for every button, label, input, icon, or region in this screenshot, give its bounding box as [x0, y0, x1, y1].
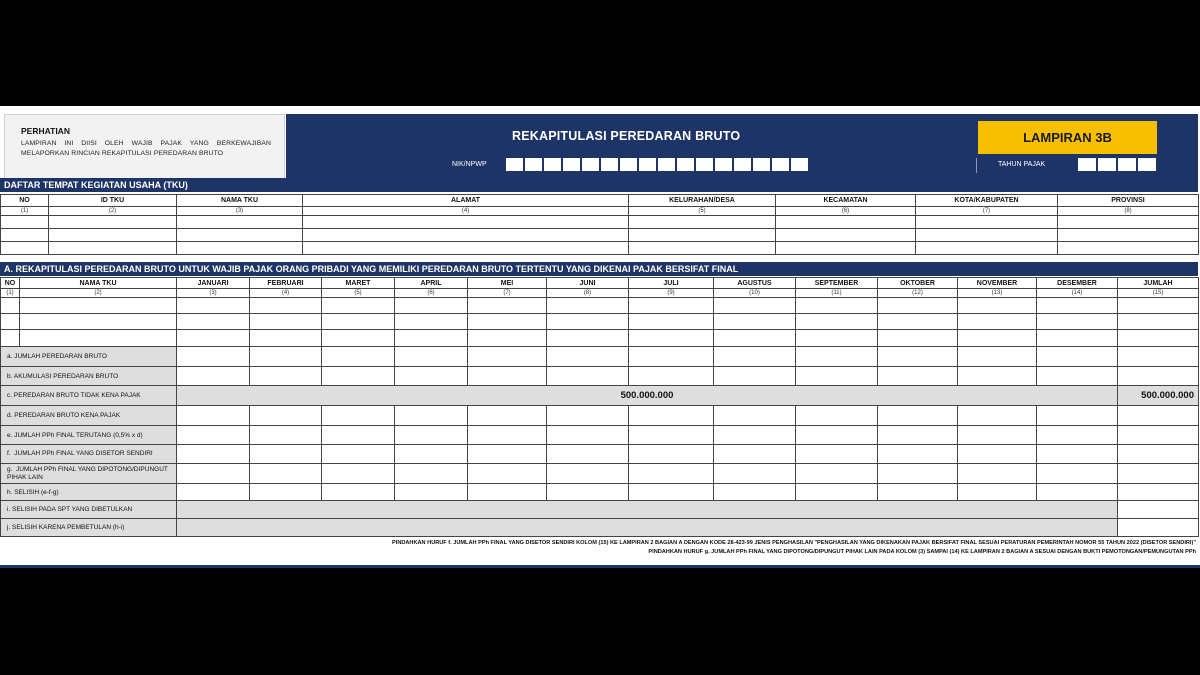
col-number: (6): [395, 289, 468, 298]
cell[interactable]: [177, 330, 250, 347]
cell[interactable]: [714, 426, 796, 445]
npwp-digit-box[interactable]: [658, 158, 675, 171]
cell[interactable]: [177, 298, 250, 314]
cell[interactable]: [629, 445, 714, 464]
npwp-digit-box[interactable]: [677, 158, 694, 171]
perhatian-text: LAMPIRAN INI DIISI OLEH WAJIB PAJAK YANG BERKEWAJIBAN MELAPORKAN RINCIAN REKAPITULASI PEREDARAN BRUTO: [21, 140, 271, 157]
cell[interactable]: [714, 484, 796, 501]
cell[interactable]: [250, 298, 322, 314]
cell[interactable]: [468, 484, 547, 501]
cell[interactable]: [250, 464, 322, 484]
cell[interactable]: [1037, 406, 1118, 426]
cell[interactable]: [322, 464, 395, 484]
tku-number-row: [1, 207, 1199, 216]
perhatian-box: [4, 114, 285, 182]
cell[interactable]: [468, 314, 547, 330]
cell[interactable]: [958, 314, 1037, 330]
cell[interactable]: [468, 330, 547, 347]
rekap-col-oktober: OKTOBER: [878, 278, 958, 289]
cell[interactable]: [1037, 464, 1118, 484]
cell[interactable]: [878, 347, 958, 367]
npwp-label: NIK/NPWP: [452, 161, 487, 168]
cell[interactable]: [878, 445, 958, 464]
cell[interactable]: [49, 242, 177, 255]
npwp-digit-box[interactable]: [563, 158, 580, 171]
tku-col-alamat: ALAMAT: [303, 195, 629, 207]
row-b-label: b. AKUMULASI PEREDARAN BRUTO: [1, 367, 177, 386]
row-e-label: e. JUMLAH PPh FINAL TERUTANG (0,5% x d): [1, 426, 177, 445]
cell[interactable]: [177, 426, 250, 445]
cell[interactable]: [714, 330, 796, 347]
row-c: [1, 386, 1199, 406]
row-g-letter: g.: [7, 465, 13, 473]
tku-col-provinsi: PROVINSI: [1058, 195, 1199, 207]
col-number: (10): [714, 289, 796, 298]
cell[interactable]: [468, 426, 547, 445]
cell[interactable]: [958, 406, 1037, 426]
cell[interactable]: [395, 426, 468, 445]
cell[interactable]: [796, 347, 878, 367]
cell[interactable]: [468, 445, 547, 464]
npwp-digit-box[interactable]: [506, 158, 523, 171]
row-j: [1, 519, 1199, 537]
tku-col-no: NO: [1, 195, 49, 207]
rekap-col-maret: MARET: [322, 278, 395, 289]
rekap-col-no: NO: [1, 278, 20, 289]
cell[interactable]: [395, 445, 468, 464]
cell[interactable]: [1037, 330, 1118, 347]
cell[interactable]: [1037, 298, 1118, 314]
cell-disabled: [177, 501, 1118, 519]
cell[interactable]: [629, 330, 714, 347]
rekap-col-september: SEPTEMBER: [796, 278, 878, 289]
cell[interactable]: [796, 484, 878, 501]
row-d: [1, 406, 1199, 426]
row-d-label: d. PEREDARAN BRUTO KENA PAJAK: [1, 406, 177, 426]
tahun-pajak-label: TAHUN PAJAK: [998, 161, 1046, 168]
cell[interactable]: [395, 367, 468, 386]
cell[interactable]: [714, 298, 796, 314]
cell[interactable]: [322, 347, 395, 367]
cell[interactable]: [250, 314, 322, 330]
tku-col-id: ID TKU: [49, 195, 177, 207]
npwp-digit-box[interactable]: [772, 158, 789, 171]
table-row[interactable]: [1, 298, 1199, 314]
col-number: (4): [250, 289, 322, 298]
cell[interactable]: [547, 367, 629, 386]
col-number: (6): [776, 207, 916, 216]
col-number: (4): [303, 207, 629, 216]
col-number: (11): [796, 289, 878, 298]
cell[interactable]: [629, 242, 776, 255]
cell[interactable]: [177, 484, 250, 501]
cell[interactable]: [468, 464, 547, 484]
cell[interactable]: [916, 229, 1058, 242]
cell[interactable]: [714, 314, 796, 330]
cell[interactable]: [250, 406, 322, 426]
cell[interactable]: [714, 347, 796, 367]
col-number: (15): [1118, 289, 1199, 298]
footer-note-2: PINDAHKAN HURUF g. JUMLAH PPh FINAL YANG DIPOTONG/DIPUNGUT PIHAK LAIN PADA KOLOM (3) SAMPAI (14) KE LAMPIRAN 2 BAGIAN A SESUAI DENGAN BUKTI PEMOTONGAN/PEMUNGUTAN PPh: [648, 549, 1196, 555]
cell[interactable]: [796, 298, 878, 314]
col-number: (3): [177, 207, 303, 216]
cell[interactable]: [1, 216, 49, 229]
cell[interactable]: [49, 229, 177, 242]
npwp-digit-box[interactable]: [639, 158, 656, 171]
table-row[interactable]: [1, 216, 1199, 229]
rekap-section-title: A. REKAPITULASI PEREDARAN BRUTO UNTUK WAJIB PAJAK ORANG PRIBADI YANG MEMILIKI PEREDARAN BRUTO TERTENTU YANG DIKENAI PAJAK BERSIFAT FINAL: [0, 262, 1198, 276]
cell[interactable]: [177, 445, 250, 464]
col-number: (7): [468, 289, 547, 298]
cell[interactable]: [322, 484, 395, 501]
cell[interactable]: [303, 216, 629, 229]
cell[interactable]: [796, 426, 878, 445]
col-number: (7): [916, 207, 1058, 216]
cell[interactable]: [958, 484, 1037, 501]
row-h: [1, 484, 1199, 501]
npwp-digit-box[interactable]: [734, 158, 751, 171]
cell[interactable]: [395, 406, 468, 426]
col-number: (8): [1058, 207, 1199, 216]
cell[interactable]: [547, 406, 629, 426]
cell[interactable]: [629, 367, 714, 386]
cell[interactable]: [468, 347, 547, 367]
tku-col-nama: NAMA TKU: [177, 195, 303, 207]
cell[interactable]: [878, 426, 958, 445]
col-number: (2): [49, 207, 177, 216]
cell[interactable]: [177, 216, 303, 229]
cell[interactable]: [49, 216, 177, 229]
col-number: (1): [1, 289, 20, 298]
col-number: (13): [958, 289, 1037, 298]
cell[interactable]: [1, 314, 20, 330]
cell[interactable]: [1118, 426, 1199, 445]
row-e: [1, 426, 1199, 445]
cell[interactable]: [395, 314, 468, 330]
cell[interactable]: [322, 367, 395, 386]
cell[interactable]: [878, 406, 958, 426]
row-i-label: i. SELISIH PADA SPT YANG DIBETULKAN: [1, 501, 177, 519]
cell[interactable]: [1058, 216, 1199, 229]
cell[interactable]: [177, 367, 250, 386]
form-sheet: [0, 106, 1200, 568]
cell[interactable]: [958, 330, 1037, 347]
cell[interactable]: [629, 314, 714, 330]
col-number: (3): [177, 289, 250, 298]
npwp-digit-box[interactable]: [620, 158, 637, 171]
cell[interactable]: [958, 367, 1037, 386]
row-f: [1, 445, 1199, 464]
rekap-col-agustus: AGUSTUS: [714, 278, 796, 289]
cell[interactable]: [250, 445, 322, 464]
cell[interactable]: [958, 298, 1037, 314]
cell[interactable]: [177, 229, 303, 242]
divider: [976, 158, 977, 173]
cell[interactable]: [250, 484, 322, 501]
cell[interactable]: [878, 367, 958, 386]
cell[interactable]: [547, 314, 629, 330]
col-number: (5): [322, 289, 395, 298]
cell[interactable]: [547, 426, 629, 445]
cell[interactable]: [796, 464, 878, 484]
cell[interactable]: [878, 484, 958, 501]
cell[interactable]: [629, 426, 714, 445]
cell[interactable]: [1118, 501, 1199, 519]
cell[interactable]: [547, 330, 629, 347]
rekap-col-november: NOVEMBER: [958, 278, 1037, 289]
col-number: (12): [878, 289, 958, 298]
tahun-digit-box[interactable]: [1138, 158, 1156, 171]
tku-header-row: [1, 195, 1199, 207]
tahun-digit-box[interactable]: [1098, 158, 1116, 171]
cell[interactable]: [468, 367, 547, 386]
row-a: [1, 347, 1199, 367]
rekap-col-nama: NAMA TKU: [20, 278, 177, 289]
cell[interactable]: [177, 242, 303, 255]
cell[interactable]: [796, 445, 878, 464]
row-j-label: j. SELISIH KARENA PEMBETULAN (h-i): [1, 519, 177, 537]
cell[interactable]: [796, 314, 878, 330]
cell[interactable]: [322, 406, 395, 426]
row-c-label: c. PEREDARAN BRUTO TIDAK KENA PAJAK: [1, 386, 177, 406]
col-number: (1): [1, 207, 49, 216]
cell[interactable]: [1118, 484, 1199, 501]
tku-col-kelurahan: KELURAHAN/DESA: [629, 195, 776, 207]
header-banner: [286, 114, 1198, 182]
cell[interactable]: [547, 347, 629, 367]
cell[interactable]: [1118, 314, 1199, 330]
cell[interactable]: [958, 347, 1037, 367]
npwp-digit-box[interactable]: [601, 158, 618, 171]
col-number: (9): [629, 289, 714, 298]
rekap-col-april: APRIL: [395, 278, 468, 289]
cell[interactable]: [1037, 484, 1118, 501]
cell[interactable]: [1037, 367, 1118, 386]
cell-disabled: [177, 519, 1118, 537]
cell[interactable]: [1118, 347, 1199, 367]
footer-note-1: PINDAHKAN HURUF f. JUMLAH PPh FINAL YANG DISETOR SENDIRI KOLOM (15) KE LAMPIRAN 2 BAGIAN A DENGAN KODE 28-423-99 JENIS PENGHASILAN "PENGHASILAN YANG DIKENAKAN PAJAK BERSIFAT FINAL SESUAI PERATURAN PEMERINTAH NOMOR 55 TAHUN 2022 (DISETOR SENDIRI)": [392, 540, 1196, 546]
cell[interactable]: [250, 330, 322, 347]
cell[interactable]: [1118, 445, 1199, 464]
cell[interactable]: [776, 216, 916, 229]
npwp-digit-box[interactable]: [525, 158, 542, 171]
cell[interactable]: [1118, 519, 1199, 537]
row-i: [1, 501, 1199, 519]
cell[interactable]: [547, 445, 629, 464]
cell[interactable]: [395, 330, 468, 347]
npwp-digit-box[interactable]: [791, 158, 808, 171]
page-title: REKAPITULASI PEREDARAN BRUTO: [512, 129, 741, 143]
cell[interactable]: [177, 464, 250, 484]
cell[interactable]: [1037, 426, 1118, 445]
cell[interactable]: [1118, 464, 1199, 484]
cell[interactable]: [547, 484, 629, 501]
cell[interactable]: [1118, 367, 1199, 386]
row-f-text: JUMLAH PPh FINAL YANG DISETOR SENDIRI: [14, 450, 153, 457]
cell[interactable]: [878, 464, 958, 484]
cell[interactable]: [796, 330, 878, 347]
cell[interactable]: [629, 229, 776, 242]
cell[interactable]: [395, 347, 468, 367]
table-row[interactable]: [1, 330, 1199, 347]
cell[interactable]: [1, 330, 20, 347]
table-row[interactable]: [1, 314, 1199, 330]
cell[interactable]: [20, 314, 177, 330]
npwp-digit-box[interactable]: [753, 158, 770, 171]
rekap-col-jumlah: JUMLAH: [1118, 278, 1199, 289]
cell[interactable]: [1118, 298, 1199, 314]
cell[interactable]: [177, 406, 250, 426]
cell[interactable]: [714, 464, 796, 484]
rekap-col-desember: DESEMBER: [1037, 278, 1118, 289]
col-number: (2): [20, 289, 177, 298]
cell[interactable]: [1037, 347, 1118, 367]
tku-col-kecamatan: KECAMATAN: [776, 195, 916, 207]
rekap-number-row: [1, 289, 1199, 298]
cell[interactable]: [1037, 445, 1118, 464]
cell[interactable]: [322, 426, 395, 445]
cell[interactable]: [322, 330, 395, 347]
cell[interactable]: [629, 298, 714, 314]
tku-table: [0, 194, 1199, 255]
cell[interactable]: [916, 216, 1058, 229]
cell[interactable]: [629, 406, 714, 426]
cell[interactable]: [878, 314, 958, 330]
cell[interactable]: [958, 445, 1037, 464]
perhatian-title: PERHATIAN: [21, 126, 70, 136]
cell[interactable]: [322, 314, 395, 330]
npwp-input[interactable]: [506, 158, 810, 171]
cell[interactable]: [547, 464, 629, 484]
cell[interactable]: [20, 330, 177, 347]
cell[interactable]: [1058, 229, 1199, 242]
tahun-digit-box[interactable]: [1118, 158, 1136, 171]
rekap-header-row: [1, 278, 1199, 289]
row-g-text: JUMLAH PPh FINAL YANG DIPOTONG/DIPUNGUT PIHAK LAIN: [7, 465, 168, 481]
cell[interactable]: [878, 298, 958, 314]
cell[interactable]: [177, 314, 250, 330]
cell[interactable]: [714, 367, 796, 386]
cell[interactable]: [629, 464, 714, 484]
cell[interactable]: [395, 484, 468, 501]
row-f-letter: f.: [7, 450, 11, 457]
cell[interactable]: [796, 406, 878, 426]
cell[interactable]: [958, 464, 1037, 484]
cell[interactable]: [629, 216, 776, 229]
ptkp-value: 500.000.000: [177, 386, 1118, 406]
cell[interactable]: [468, 406, 547, 426]
cell[interactable]: [796, 367, 878, 386]
npwp-digit-box[interactable]: [582, 158, 599, 171]
rekap-table: [0, 277, 1199, 537]
cell[interactable]: [395, 464, 468, 484]
cell[interactable]: [629, 347, 714, 367]
cell[interactable]: [250, 426, 322, 445]
row-b: [1, 367, 1199, 386]
tahun-pajak-input[interactable]: [1078, 158, 1158, 171]
rekap-col-juni: JUNI: [547, 278, 629, 289]
cell[interactable]: [1037, 314, 1118, 330]
rekap-col-februari: FEBRUARI: [250, 278, 322, 289]
col-number: (14): [1037, 289, 1118, 298]
cell[interactable]: [250, 347, 322, 367]
cell[interactable]: [547, 298, 629, 314]
tku-col-kota: KOTA/KABUPATEN: [916, 195, 1058, 207]
rekap-col-januari: JANUARI: [177, 278, 250, 289]
row-f-label: [1, 445, 177, 464]
cell[interactable]: [958, 426, 1037, 445]
cell[interactable]: [1118, 406, 1199, 426]
cell[interactable]: [177, 347, 250, 367]
cell[interactable]: [468, 298, 547, 314]
npwp-digit-box[interactable]: [715, 158, 732, 171]
col-number: (5): [629, 207, 776, 216]
cell[interactable]: [20, 298, 177, 314]
row-h-label: h. SELISIH (e-f-g): [1, 484, 177, 501]
cell[interactable]: [1, 242, 49, 255]
cell[interactable]: [303, 229, 629, 242]
rekap-col-juli: JULI: [629, 278, 714, 289]
cell[interactable]: [322, 445, 395, 464]
cell[interactable]: [1118, 330, 1199, 347]
cell[interactable]: [1, 298, 20, 314]
cell[interactable]: [916, 242, 1058, 255]
tahun-digit-box[interactable]: [1078, 158, 1096, 171]
cell[interactable]: [303, 242, 629, 255]
lampiran-badge: LAMPIRAN 3B: [978, 121, 1157, 154]
cell[interactable]: [1058, 242, 1199, 255]
row-g: [1, 464, 1199, 484]
sheet-border: [0, 565, 1200, 568]
cell[interactable]: [250, 367, 322, 386]
npwp-digit-box[interactable]: [696, 158, 713, 171]
ptkp-total: 500.000.000: [1118, 386, 1199, 406]
rekap-col-mei: MEI: [468, 278, 547, 289]
cell[interactable]: [878, 330, 958, 347]
row-g-label: [1, 464, 177, 484]
cell[interactable]: [714, 445, 796, 464]
tku-section-title: DAFTAR TEMPAT KEGIATAN USAHA (TKU): [0, 178, 1198, 192]
table-row[interactable]: [1, 242, 1199, 255]
col-number: (8): [547, 289, 629, 298]
cell[interactable]: [395, 298, 468, 314]
cell[interactable]: [714, 406, 796, 426]
cell[interactable]: [776, 229, 916, 242]
cell[interactable]: [776, 242, 916, 255]
cell[interactable]: [1, 229, 49, 242]
table-row[interactable]: [1, 229, 1199, 242]
row-a-label: a. JUMLAH PEREDARAN BRUTO: [1, 347, 177, 367]
npwp-digit-box[interactable]: [544, 158, 561, 171]
cell[interactable]: [322, 298, 395, 314]
cell[interactable]: [629, 484, 714, 501]
